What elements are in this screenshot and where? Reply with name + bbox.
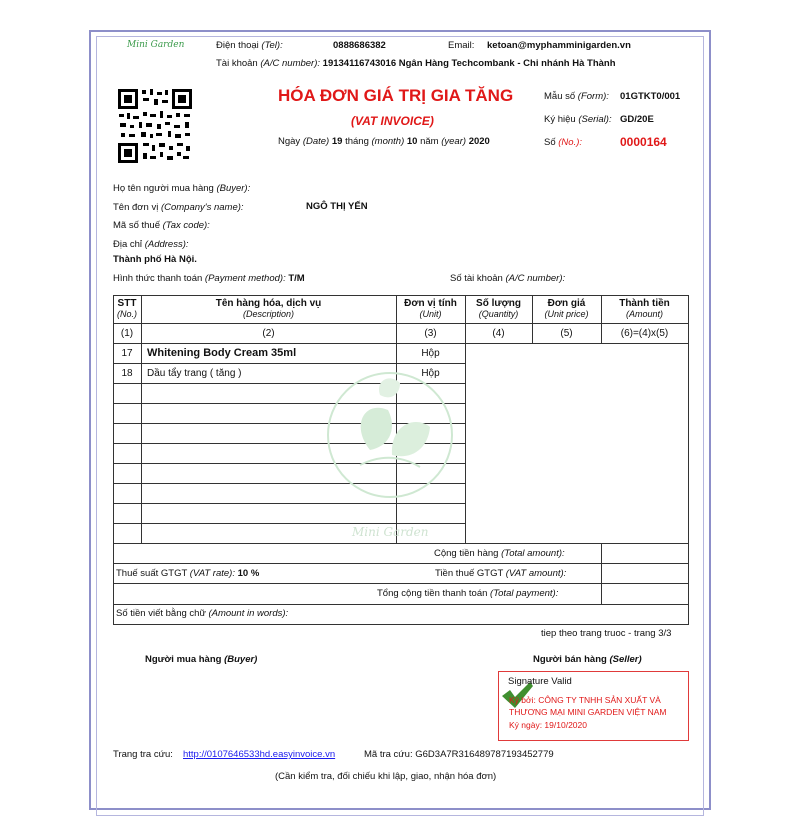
lookup-link[interactable]: http://0107646533hd.easyinvoice.vn — [183, 749, 336, 760]
payment-method-label: Hình thức thanh toán (Payment method): T/M — [113, 273, 305, 284]
row-unit: Hộp — [421, 348, 440, 359]
row-description: Whitening Body Cream 35ml — [147, 347, 297, 359]
header-amount: Thành tiền (Amount) — [619, 298, 670, 319]
index-cell: (4) — [492, 328, 505, 339]
header-unit: Đơn vị tính (Unit) — [404, 298, 457, 319]
lookup-code: Mã tra cứu: G6D3A7R316489787193452779 — [364, 749, 554, 760]
index-cell: (3) — [424, 328, 437, 339]
header-description: Tên hàng hóa, dịch vụ (Description) — [215, 298, 322, 319]
vat-rate-label: Thuế suất GTGT (VAT rate): 10 % — [116, 568, 260, 579]
invoice-title-en: (VAT INVOICE) — [351, 114, 434, 128]
vat-amount-label: Tiền thuế GTGT (VAT amount): — [435, 568, 567, 579]
buyer-name-label: Họ tên người mua hàng (Buyer): — [113, 183, 251, 194]
invoice-no-value: 0000164 — [620, 135, 667, 149]
account-line: Tài khoản (A/C number): 19134116743016 Ngân Hàng Techcombank - Chi nhánh Hà Thành — [216, 58, 616, 69]
form-value: 01GTKT0/001 — [620, 91, 681, 102]
phone-line: Điện thoại (Tel): — [216, 40, 283, 51]
invoice-title: HÓA ĐƠN GIÁ TRỊ GIA TĂNG — [278, 86, 514, 105]
buyer-account-label: Số tài khoản (A/C number): — [450, 273, 566, 284]
continuation-note: tiep theo trang truoc - trang 3/3 — [541, 628, 672, 639]
address-label: Địa chỉ (Address): — [113, 239, 189, 250]
company-logo: Mini Garden — [127, 40, 185, 50]
lookup-line: Trang tra cứu: — [113, 749, 173, 760]
row-unit: Hộp — [421, 368, 440, 379]
header-no: STT (No.) — [117, 298, 137, 319]
header-unit-price: Đơn giá (Unit price) — [544, 298, 589, 319]
row-no: 17 — [121, 348, 133, 359]
tax-code-label: Mã số thuế (Tax code): — [113, 220, 210, 231]
address-value: Thành phố Hà Nội. — [113, 254, 197, 265]
company-value: NGÔ THỊ YẾN — [306, 201, 368, 212]
watermark-logo-icon — [320, 355, 460, 545]
invoice-no-label: Số (No.): — [544, 137, 583, 148]
total-amount-label: Cộng tiền hàng (Total amount): — [434, 548, 565, 559]
index-cell: (5) — [560, 328, 573, 339]
signed-date-text: Ký ngày: 19/10/2020 — [509, 720, 587, 730]
watermark-text: Mini Garden — [352, 525, 429, 539]
invoice-date: Ngày (Date) 19 tháng (month) 10 năm (year) 2020 — [278, 136, 490, 147]
index-cell: (6)=(4)x(5) — [620, 328, 669, 339]
serial-value: GD/20E — [620, 114, 654, 125]
signed-by-text: Ký bởi: CÔNG TY TNHH SẢN XUẤT VÀ THƯƠNG MẠI MINI GARDEN VIỆT NAM — [509, 695, 667, 717]
total-payment-label: Tổng cộng tiền thanh toán (Total payment): — [377, 588, 559, 599]
row-description: Dầu tẩy trang ( tăng ) — [147, 368, 242, 379]
company-label: Tên đơn vị (Company's name): — [113, 202, 244, 213]
email-value: ketoan@myphamminigarden.vn — [487, 40, 631, 51]
buyer-signature-label: Người mua hàng (Buyer) — [145, 654, 258, 665]
amount-in-words-label: Số tiền viết bằng chữ (Amount in words): — [116, 608, 289, 619]
index-cell: (1) — [120, 328, 134, 339]
email-label: Email: — [448, 40, 475, 51]
form-label: Mẫu số (Form): — [544, 91, 609, 102]
row-no: 18 — [121, 368, 133, 379]
phone-value: 0888686382 — [333, 40, 386, 51]
serial-label: Ký hiệu (Serial): — [544, 114, 612, 125]
qr-code-icon — [117, 88, 193, 164]
footer-note: (Cần kiểm tra, đối chiếu khi lập, giao, nhận hóa đơn) — [275, 771, 497, 782]
header-quantity: Số lượng (Quantity) — [476, 298, 521, 319]
signature-valid-text: Signature Valid — [508, 676, 572, 687]
index-cell: (2) — [262, 328, 275, 339]
seller-signature-label: Người bán hàng (Seller) — [533, 654, 642, 665]
